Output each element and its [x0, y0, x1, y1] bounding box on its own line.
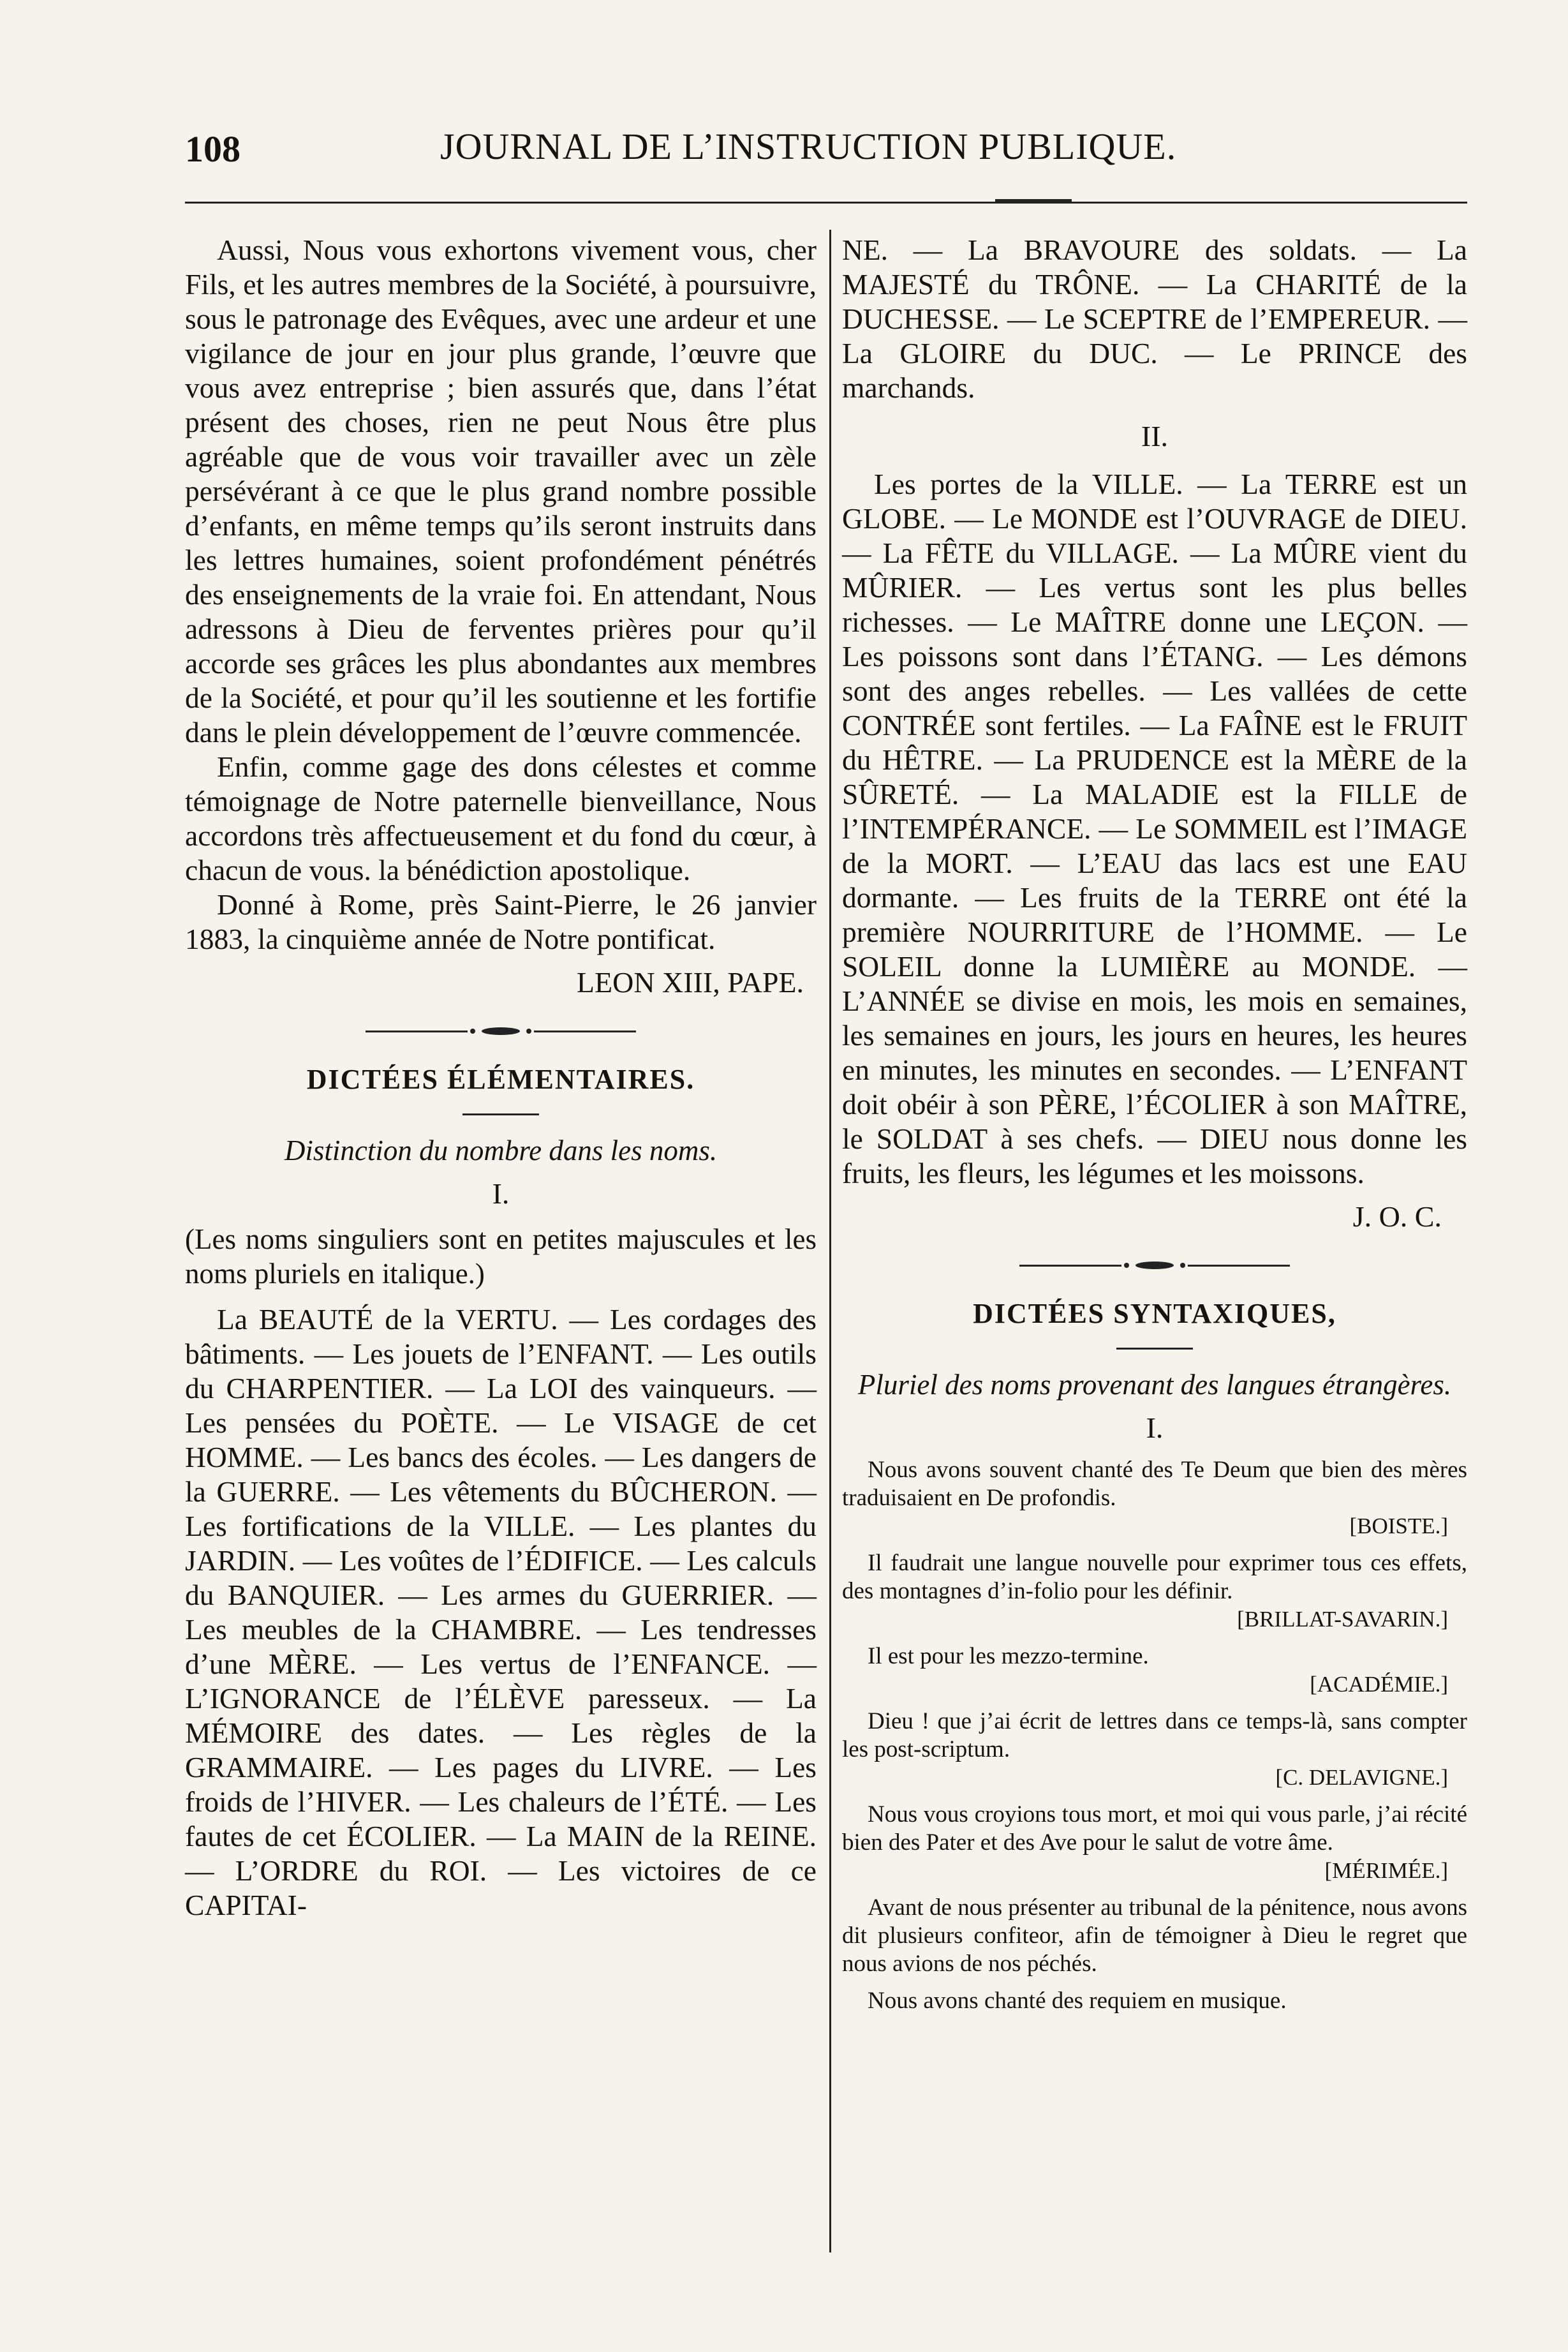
- header-rule: [185, 202, 1467, 204]
- dictation-note: (Les noms singuliers sont en petites majuscules et les noms pluriels en italique.): [185, 1223, 817, 1290]
- dictation-continued: NE. — La BRAVOURE des soldats. — La MAJESTÉ du TRÔNE. — La CHARITÉ de la DUCHESSE. — Le SCEPTRE de l’EMPEREUR. — La GLOIRE du DUC. — Le PRINCE des marchands.: [842, 234, 1467, 404]
- quote-6: Avant de nous présenter au tribunal de la pénitence, nous avons dit plusieurs confiteor, afin de témoigner à Dieu le regret que nous avions de nos péchés.: [842, 1894, 1467, 1977]
- dictation-text: La BEAUTÉ de la VERTU. — Les cordages des bâtiments. — Les jouets de l’ENFANT. — Les outils du CHARPENTIER. — La LOI des vainqueurs. — Les pensées du POÈTE. — Le VISAGE de cet HOMME. — Les bancs des écoles. — Les dangers de la GUERRE. — Les vêtements du BÛCHERON. — Les fortifications de la VILLE. — Les plantes du JARDIN. — Les voûtes de l’ÉDIFICE. — Les calculs du BANQUIER. — Les armes du GUERRIER. — Les meubles de la CHAMBRE. — Les tendresses d’une MÈRE. — Les vertus de l’ENFANCE. — L’IGNORANCE de l’ÉLÈVE paresseux. — La MÉMOIRE des dates. — Les règles de la GRAMMAIRE. — Les pages du LIVRE. — Les froids de l’HIVER. — Les chaleurs de l’ÉTÉ. — Les fautes de cet ÉCOLIER. — La MAIN de la REINE. — L’ORDRE du ROI. — Les victoires de ce CAPITAI-: [185, 1303, 817, 1921]
- ornament-divider: [185, 1027, 817, 1035]
- section-title-elementaires: DICTÉES ÉLÉMENTAIRES.: [306, 1064, 695, 1095]
- section-title-syntaxiques: DICTÉES SYNTAXIQUES,: [973, 1298, 1336, 1329]
- quote-3-source: [ACADÉMIE.]: [1310, 1672, 1448, 1697]
- author-initials: J. O. C.: [1352, 1200, 1442, 1233]
- quote-7: Nous avons chanté des requiem en musique.: [868, 1988, 1287, 2014]
- quote-5: Nous vous croyions tous mort, et moi qui vous parle, j’ai récité bien des Pater et des Ave pour le salut de votre âme.: [842, 1801, 1467, 1856]
- section-rule: [462, 1113, 539, 1115]
- journal-title: JOURNAL DE L’INSTRUCTION PUBLIQUE.: [440, 126, 1177, 167]
- roman-numeral: I.: [492, 1177, 510, 1210]
- quote-3: Il est pour les mezzo-termine.: [868, 1643, 1149, 1669]
- roman-numeral-3: I.: [1146, 1411, 1164, 1444]
- quote-2: Il faudrait une langue nouvelle pour exprimer tous ces effets, des montagnes d’in-folio pour les définir.: [842, 1550, 1467, 1604]
- page-number: 108: [185, 128, 240, 170]
- letter-paragraph-1: Aussi, Nous vous exhortons vivement vous, cher Fils, et les autres membres de la Société, à poursuivre, sous le patronage des Evêques, avec une ardeur et une vigilance de jour en jour plus grande, l’œuvre que vous avez entreprise ; bien assurés que, dans l’état présent des choses, rien ne peut Nous être plus agréable que de vous voir travailler avec un zèle persévérant à ce que le plus grand nombre possible d’enfants, en même temps qu’ils seront instruits dans les lettres humaines, soient profondément pénétrés des enseignements de la vraie foi. En attendant, Nous adressons à Dieu de ferventes prières pour qu’il accorde ses grâces les plus abondantes aux membres de la Société, et pour qu’il les soutienne et les fortifie dans le plein développement de l’œuvre commencée.: [185, 234, 817, 748]
- quote-4-source: [C. DELAVIGNE.]: [1275, 1765, 1448, 1790]
- letter-paragraph-2: Enfin, comme gage des dons célestes et comme témoignage de Notre paternelle bienveillance, Nous accordons très affectueusement et du fond du cœur, à chacun de vous. la bénédiction apostolique.: [185, 750, 817, 886]
- ornament-divider-2: [842, 1262, 1467, 1269]
- header-rule-accent: [995, 199, 1072, 203]
- right-column: [842, 233, 1467, 2015]
- signature: LEON XIII, PAPE.: [576, 966, 804, 999]
- section-subtitle: Distinction du nombre dans les noms.: [284, 1135, 718, 1166]
- section-rule-2: [1116, 1348, 1193, 1350]
- quote-4: Dieu ! que j’ai écrit de lettres dans ce temps-là, sans compter les post-scriptum.: [842, 1708, 1467, 1762]
- left-column: [185, 233, 817, 1923]
- dictation-2-text: Les portes de la VILLE. — La TERRE est un GLOBE. — Le MONDE est l’OUVRAGE de DIEU. — La FÊTE du VILLAGE. — La MÛRE vient du MÛRIER. — Les vertus sont les plus belles richesses. — Le MAÎTRE donne une LEÇON. — Les poissons sont dans l’ÉTANG. — Les démons sont des anges rebelles. — Les vallées de cette CONTRÉE sont fertiles. — La FAÎNE est le FRUIT du HÊTRE. — La PRUDENCE est la MÈRE de la SÛRETÉ. — La MALADIE est la FILLE de l’INTEMPÉRANCE. — Le SOMMEIL est l’IMAGE de la MORT. — L’EAU das lacs est une EAU dormante. — Les fruits de la TERRE ont été la première NOURRITURE de l’HOMME. — Le SOLEIL donne la LUMIÈRE au MONDE. — L’ANNÉE se divise en mois, les mois en semaines, les semaines en jours, les jours en heures, les heures en minutes, les minutes en secondes. — L’ENFANT doit obéir à son PÈRE, l’ÉCOLIER à son MAÎTRE, le SOLDAT à ses chefs. — DIEU nous donne les fruits, les fleurs, les légumes et les moissons.: [842, 468, 1467, 1189]
- quote-1-source: [BOISTE.]: [1349, 1514, 1448, 1538]
- letter-paragraph-3: Donné à Rome, près Saint-Pierre, le 26 janvier 1883, la cinquième année de Notre pontificat.: [185, 888, 817, 955]
- column-divider: [829, 230, 831, 2252]
- quote-1: Nous avons souvent chanté des Te Deum que bien des mères traduisaient en De profondis.: [842, 1457, 1467, 1511]
- roman-numeral-2: II.: [1141, 420, 1169, 452]
- section-subtitle-2: Pluriel des noms provenant des langues étrangères.: [857, 1369, 1452, 1401]
- quote-2-source: [BRILLAT-SAVARIN.]: [1237, 1607, 1448, 1632]
- quote-5-source: [MÉRIMÉE.]: [1324, 1858, 1448, 1883]
